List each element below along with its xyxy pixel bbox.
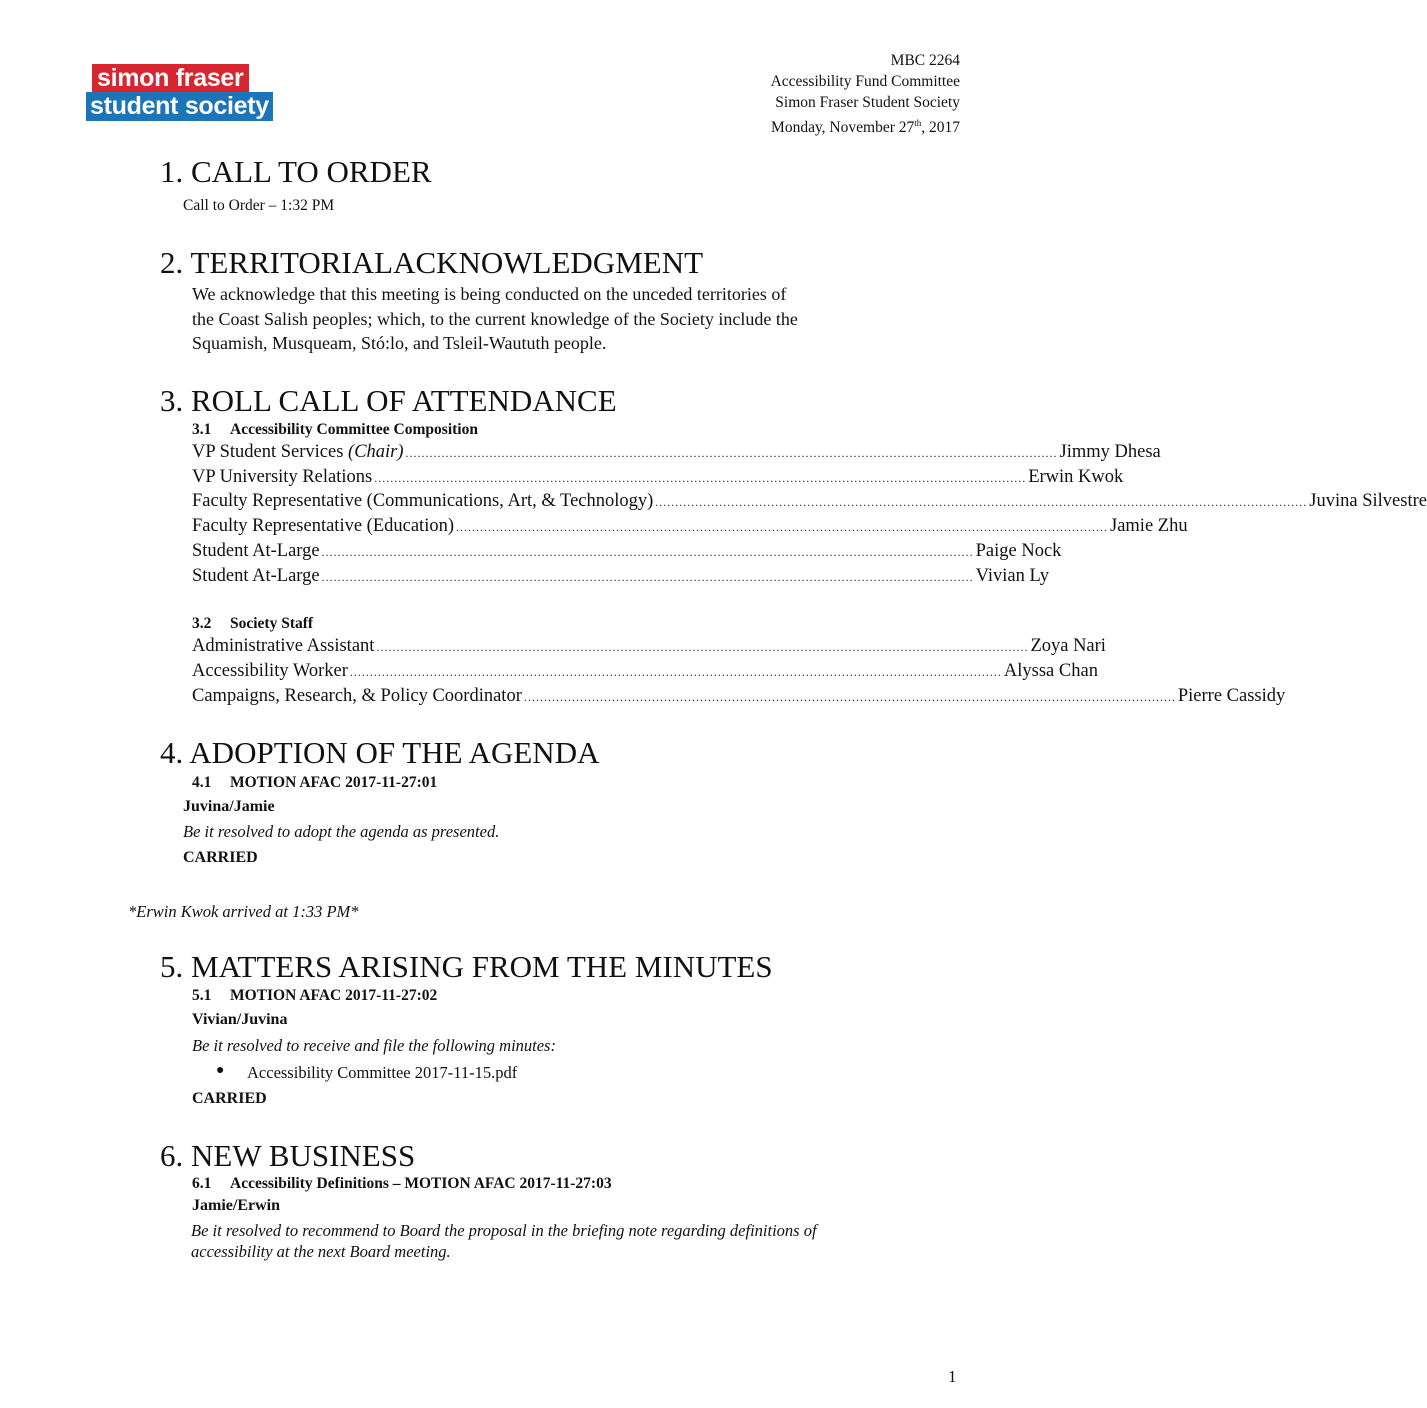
motion-heading: 6.1 Accessibility Definitions – MOTION AFAC 2017-11-27:03 bbox=[192, 1175, 612, 1192]
heading-call-to-order: 1. CALL TO ORDER bbox=[160, 154, 432, 189]
attendance-row: Faculty Representative (Education) ................................................................................................................................................................... Jamie Zhu bbox=[192, 516, 1188, 536]
attendance-row: VP University Relations ................................................................................................................................................................... Erwin Kwok bbox=[192, 467, 1124, 487]
attendance-row: Accessibility Worker ................................................................................................................................................................... Alyssa Chan bbox=[192, 661, 1098, 681]
header-date: Monday, November 27th, 2017 bbox=[771, 118, 960, 137]
header-committee: Accessibility Fund Committee bbox=[770, 73, 960, 90]
heading-new-business: 6. NEW BUSINESS bbox=[160, 1138, 416, 1173]
minutes-file-link[interactable]: Accessibility Committee 2017-11-15.pdf bbox=[247, 1063, 518, 1082]
motion-result: CARRIED bbox=[192, 1090, 267, 1107]
motion-heading: 4.1 MOTION AFAC 2017-11-27:01 bbox=[192, 774, 438, 791]
attendance-row: Student At-Large ................................................................................................................................................................... Vivian Ly bbox=[192, 566, 1050, 586]
header-block bbox=[771, 50, 960, 138]
attendance-row: Student At-Large ................................................................................................................................................................... Paige Nock bbox=[192, 541, 1062, 561]
motion-result: CARRIED bbox=[183, 849, 258, 866]
heading-matters-arising: 5. MATTERS ARISING FROM THE MINUTES bbox=[160, 949, 773, 984]
motion-resolution: Be it resolved to adopt the agenda as presented. bbox=[183, 822, 500, 841]
call-to-order-time: Call to Order – 1:32 PM bbox=[183, 197, 335, 214]
motion-movers: Juvina/Jamie bbox=[183, 798, 275, 815]
logo-line-simon-fraser: simon fraser bbox=[92, 64, 249, 92]
header-society: Simon Fraser Student Society bbox=[775, 94, 960, 111]
heading-roll-call: 3. ROLL CALL OF ATTENDANCE bbox=[160, 383, 617, 418]
logo-line-student-society: student society bbox=[86, 92, 273, 121]
motion-movers: Jamie/Erwin bbox=[192, 1197, 280, 1214]
heading-territorial-acknowledgment: 2. TERRITORIALACKNOWLEDGMENT bbox=[160, 245, 704, 280]
page-number: 1 bbox=[948, 1367, 957, 1386]
heading-adoption-of-agenda: 4. ADOPTION OF THE AGENDA bbox=[160, 735, 600, 770]
subheading-society-staff: 3.2 Society Staff bbox=[192, 615, 314, 632]
bullet-icon: ● bbox=[216, 1063, 225, 1078]
motion-resolution: Be it resolved to receive and file the following minutes: bbox=[192, 1036, 556, 1055]
motion-movers: Vivian/Juvina bbox=[192, 1011, 288, 1028]
attendance-row: VP Student Services (Chair) ................................................................................................................................................................... Jimmy Dhesa bbox=[192, 442, 1161, 462]
attendance-row: Campaigns, Research, & Policy Coordinator ................................................................................................................................................................... Pierre Cassidy bbox=[192, 686, 1286, 706]
motion-resolution: Be it resolved to recommend to Board the proposal in the briefing note regarding definitions of accessibility at the next Board meeting. bbox=[191, 1221, 817, 1261]
attendance-row: Administrative Assistant ................................................................................................................................................................... Zoya Nari bbox=[192, 636, 1106, 656]
motion-heading: 5.1 MOTION AFAC 2017-11-27:02 bbox=[192, 987, 438, 1004]
territorial-acknowledgment-text: We acknowledge that this meeting is being conducted on the unceded territories of the Coast Salish peoples; which, to the current knowledge of the Society include the Squamish, Musqueam, Stó:lo, and Tsleil-Waututh people. bbox=[192, 284, 798, 353]
subheading-committee-composition: 3.1 Accessibility Committee Composition bbox=[192, 421, 478, 438]
attendance-row: Faculty Representative (Communications, Art, & Technology) ................................................................................................................................................................... Juvina Silvestre bbox=[192, 491, 1427, 511]
header-room: MBC 2264 bbox=[890, 52, 960, 69]
arrival-note: *Erwin Kwok arrived at 1:33 PM* bbox=[128, 902, 359, 921]
